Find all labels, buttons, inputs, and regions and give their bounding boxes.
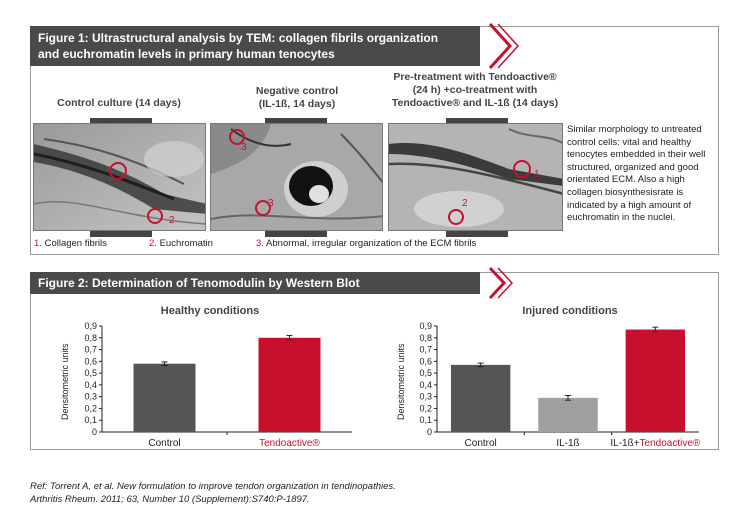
reference: [30, 480, 396, 506]
panel2-title: [212, 85, 382, 111]
figure1-header: [30, 26, 480, 66]
x-tick-label: IL-1ß+Tendoactive®: [610, 438, 701, 449]
y-tick-label: 0,5: [419, 368, 432, 379]
chevron-decoration-icon: [468, 266, 528, 300]
marker-1: 1: [534, 169, 540, 180]
y-tick-label: 0,8: [84, 332, 97, 343]
y-tick-label: 0,6: [84, 356, 97, 367]
micrograph-control: [33, 123, 206, 231]
marker-2: 2: [462, 198, 468, 209]
panel3-title: [380, 71, 570, 110]
y-tick-label: 0,7: [84, 344, 97, 355]
chart-healthy: [70, 318, 360, 458]
panel3-title-line: (24 h) +co-treatment with: [412, 84, 538, 96]
x-tick-label: Tendoactive®: [259, 438, 320, 449]
chart-healthy-title: Healthy conditions: [160, 305, 260, 317]
y-tick-label: 0,3: [84, 391, 97, 402]
figure1-title-line2: and euchromatin levels in primary human tenocytes: [38, 47, 335, 61]
y-tick-label: 0,8: [419, 332, 432, 343]
y-tick-label: 0,9: [419, 321, 432, 331]
x-tick-label: Control: [148, 438, 181, 449]
legend-text: Euchromatin: [156, 238, 213, 249]
bar: [259, 338, 321, 432]
y-tick-label: 0,9: [84, 321, 97, 331]
panel3-bottom-bar: [446, 231, 508, 237]
legend-text: Abnormal, irregular organization of the ECM fibrils: [263, 238, 477, 249]
legend-number: 3.: [256, 238, 264, 249]
chevron-decoration-icon: [468, 22, 528, 70]
reference-line2: Arthritis Rheum. 2011; 63, Number 10 (Supplement):S740:P-1897.: [30, 494, 310, 505]
y-tick-label: 0,5: [84, 368, 97, 379]
marker-2: 2: [169, 215, 175, 226]
legend-abnormal-ecm: [256, 238, 476, 249]
panel1-title: [34, 97, 204, 110]
y-tick-label: 0: [91, 427, 97, 437]
panel3-title-line: Pre-treatment with Tendoactive®: [393, 71, 557, 83]
legend-number: 2.: [149, 238, 157, 249]
y-tick-label: 0,1: [84, 415, 97, 426]
marker-3: 3: [268, 198, 274, 209]
reference-line1: Ref: Torrent A, et al. New formulation to improve tendon organization in tendinopathies.: [30, 481, 396, 492]
bar: [538, 398, 597, 432]
legend-number: 1.: [34, 238, 42, 249]
x-tick-label: Control: [464, 438, 497, 449]
bar: [451, 365, 510, 432]
marker-1: 1: [116, 178, 122, 189]
figure1-description: Similar morphology to untreated control cells: vital and healthy tenocytes embedded in their well structured, organized and good orientated ECM. Also a high collagen biosynthesisrate is indicated by a high amount of euchromatin in the nuclei.: [567, 124, 706, 224]
chart-injured-title: Injured conditions: [522, 305, 618, 317]
y-tick-label: 0: [426, 427, 432, 437]
panel2-bottom-bar: [265, 231, 327, 237]
panel2-title-line: (IL-1ß, 14 days): [258, 98, 336, 110]
y-tick-label: 0,2: [84, 403, 97, 414]
y-tick-label: 0,4: [419, 379, 432, 390]
figure2-header: Figure 2: Determination of Tenomodulin by Western Blot: [30, 272, 480, 294]
y-tick-label: 0,4: [84, 379, 97, 390]
panel1-title-line: Control culture (14 days): [57, 97, 181, 109]
legend-collagen-fibrils: [34, 238, 107, 249]
panel3-title-line: Tendoactive® and IL-1ß (14 days): [391, 97, 559, 109]
micrograph-negative-control: [210, 123, 383, 231]
marker-3: 3: [241, 142, 247, 153]
y-tick-label: 0,6: [419, 356, 432, 367]
y-tick-label: 0,1: [419, 415, 432, 426]
chart-healthy-ylabel: Densitometric units: [60, 343, 70, 420]
chart-injured: [405, 318, 705, 458]
panel2-title-line: Negative control: [255, 85, 339, 97]
y-tick-label: 0,3: [419, 391, 432, 402]
x-tick-label: IL-1ß: [556, 438, 580, 449]
legend-text: Collagen fibrils: [41, 238, 107, 249]
micrograph-pretreatment: [388, 123, 563, 231]
bar: [134, 364, 196, 432]
panel1-bottom-bar: [90, 231, 152, 237]
bar: [626, 330, 685, 432]
y-tick-label: 0,7: [419, 344, 432, 355]
chart-injured-ylabel: Densitometric units: [396, 343, 406, 420]
y-tick-label: 0,2: [419, 403, 432, 414]
legend-euchromatin: [149, 238, 213, 249]
figure1-title-line1: Figure 1: Ultrastructural analysis by TEM: collagen fibrils organization: [38, 31, 439, 45]
